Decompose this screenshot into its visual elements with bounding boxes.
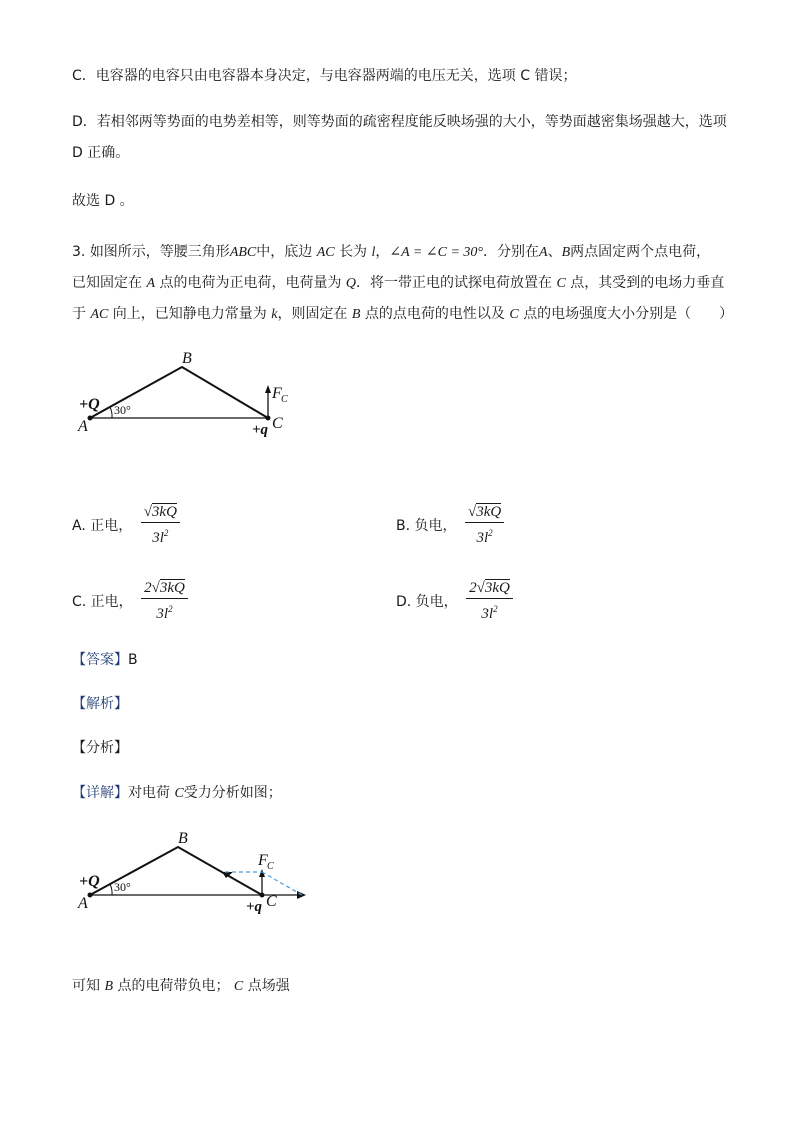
detail-text: 对电荷	[128, 785, 170, 801]
option-b-label: B. 负电，	[396, 518, 457, 534]
stem-var: l	[371, 245, 376, 260]
stem-text: 中，底边	[256, 244, 313, 260]
label-plus-q-big: +Q	[79, 873, 100, 890]
label-angle: 30°	[114, 403, 131, 417]
numerator: 3kQ	[476, 504, 502, 520]
exponent: 2	[163, 528, 169, 538]
label-plus-q-small: +q	[246, 899, 263, 915]
exponent: 2	[493, 604, 498, 614]
coef: 2	[144, 580, 152, 596]
stem-var: AC	[316, 245, 335, 260]
label-force: F	[258, 852, 268, 869]
option-a-label: A. 正电，	[72, 518, 133, 534]
final-text: 可知	[72, 978, 100, 994]
stem-text: 于	[72, 306, 86, 322]
exponent: 2	[168, 604, 173, 614]
force-arrowhead	[265, 385, 271, 393]
option-d[interactable]	[396, 578, 513, 624]
stem-text: ．分别在	[483, 244, 539, 260]
label-b: B	[182, 350, 192, 367]
label-force-sub: C	[281, 394, 288, 405]
option-a-fraction	[141, 502, 180, 548]
analysis-tag: 【解析】	[72, 696, 128, 712]
denominator: 3l	[152, 530, 164, 546]
stem-text: 向上，已知静电力常量为	[112, 306, 267, 322]
stem-text: 点的点电荷的电性以及	[364, 306, 505, 322]
final-text: 点的电荷带负电；	[117, 978, 230, 994]
stem-var: B	[351, 307, 361, 322]
stem-text: 两点固定两个点电荷，	[570, 244, 711, 260]
sqrt-symbol: √	[476, 580, 485, 596]
label-plus-q-big: +Q	[79, 396, 100, 413]
denominator: 3l	[156, 606, 169, 622]
option-c[interactable]	[72, 578, 188, 624]
numerator: 3kQ	[484, 580, 510, 596]
question-number: 3.	[72, 244, 86, 260]
label-plus-q-small: +q	[252, 422, 269, 438]
option-a[interactable]	[72, 502, 180, 548]
option-d-fraction	[466, 578, 513, 624]
conclusion: 故选 D 。	[72, 193, 134, 209]
answer-value: B	[128, 652, 138, 668]
answer-line	[72, 650, 138, 670]
label-force-sub: C	[267, 861, 274, 872]
option-d-label: D. 负电，	[396, 594, 458, 610]
stem-var: C	[556, 276, 566, 291]
sqrt-symbol: √	[467, 504, 477, 520]
stem-var: AC	[90, 307, 109, 322]
stem-text: 已知固定在	[72, 275, 142, 291]
label-c: C	[266, 893, 277, 910]
option-d-explanation-1: D．若相邻两等势面的电势差相等，则等势面的疏密程度能反映场强的大小，等势面越密集场强越大，选项	[72, 114, 727, 130]
denominator: 3l	[481, 606, 494, 622]
sqrt-symbol: √	[143, 504, 152, 520]
final-text: 点场强	[247, 978, 290, 994]
answer-tag: 【答案】	[72, 652, 128, 668]
stem-text: 点，其受到的电场力垂直	[570, 275, 725, 291]
final-var: C	[233, 979, 244, 994]
fenxi-tag: 【分析】	[72, 740, 128, 756]
dashed-diagonal	[262, 872, 302, 895]
label-a: A	[78, 895, 88, 912]
sqrt-symbol: √	[151, 580, 160, 596]
stem-var: k	[271, 307, 278, 322]
option-b[interactable]	[396, 502, 504, 548]
triangle-figure	[70, 345, 310, 440]
numerator: 3kQ	[151, 504, 177, 520]
stem-text: 、	[547, 244, 562, 260]
denominator: 3l	[476, 530, 489, 546]
stem-text: ，则固定在	[277, 306, 348, 322]
final-line	[72, 976, 290, 997]
stem-var: B	[561, 245, 571, 260]
stem-var: Q	[345, 276, 357, 291]
label-angle: 30°	[114, 880, 131, 894]
label-force: F	[272, 385, 282, 402]
stem-text: 点的电场强度大小分别是（ ）	[523, 306, 734, 322]
stem-text: 点的电荷为正电荷，电荷量为	[159, 275, 342, 291]
option-c-fraction	[141, 578, 188, 624]
option-c-explanation: C．电容器的电容只由电容器本身决定，与电容器两端的电压无关，选项 C 错误；	[72, 68, 577, 84]
stem-text: ，	[375, 244, 390, 260]
option-c-label: C. 正电，	[72, 594, 133, 610]
detail-tag: 【详解】	[72, 785, 128, 801]
option-b-fraction	[465, 502, 504, 548]
label-b: B	[178, 830, 188, 847]
stem-text: 如图所示，等腰三角形	[89, 244, 230, 260]
coef: 2	[469, 580, 477, 596]
angle-arc	[110, 407, 112, 418]
stem-var: A	[539, 245, 548, 260]
stem-text: ．将一带正电的试探电荷放置在	[356, 275, 553, 291]
detail-line	[72, 783, 282, 804]
force-analysis-figure	[70, 825, 320, 920]
stem-var: C	[509, 307, 519, 322]
numerator: 3kQ	[159, 580, 185, 596]
label-a: A	[78, 418, 88, 435]
point-a	[88, 893, 93, 898]
detail-text: 受力分析如图；	[183, 785, 282, 801]
exponent: 2	[488, 528, 493, 538]
label-c: C	[272, 415, 283, 432]
stem-var: A	[146, 276, 156, 291]
point-a	[88, 416, 93, 421]
stem-text: 长为	[339, 244, 368, 260]
option-d-explanation-2: D 正确。	[72, 145, 130, 161]
stem-var: ABC	[229, 245, 257, 260]
angle-expression: ∠A = ∠C = 30°	[389, 245, 483, 260]
final-var: B	[104, 979, 114, 994]
detail-var: C	[174, 786, 184, 801]
angle-arc	[110, 884, 112, 895]
